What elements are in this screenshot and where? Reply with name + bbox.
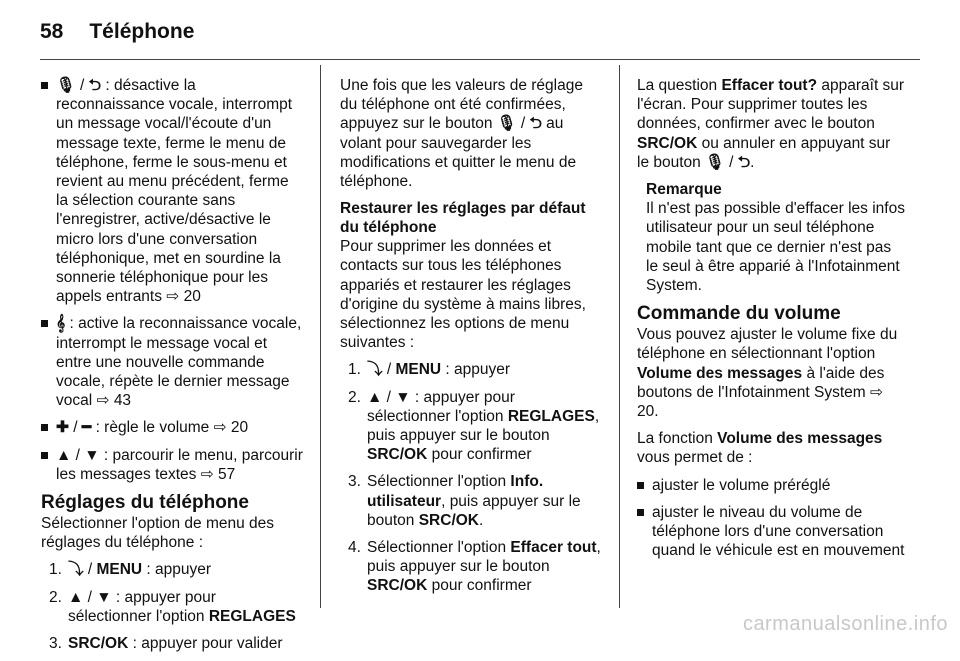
voice-icon: 𝄞: [56, 315, 66, 333]
paragraph: La question Effacer tout? apparaît sur l'écran. Pour supprimer toutes les données, confirmer avec le bouton SRC/OK ou annuler en appuyant sur le bouton 🎙 / ⮌.: [637, 77, 905, 171]
page-ref: 20: [183, 288, 201, 306]
mic-off-icon: 🎙: [496, 115, 517, 133]
note-title: Remarque: [646, 181, 722, 199]
down-icon: ▼: [96, 588, 112, 606]
page-header: [40, 22, 194, 46]
back-icon: ⮌: [88, 77, 102, 94]
page-ref: 43: [113, 392, 132, 410]
page-number: 58: [40, 20, 64, 43]
back-icon: ⮌: [737, 153, 751, 171]
paragraph: Pour supprimer les données et contacts sur tous les téléphones appariés et restaurer les réglages d'origine du système à mains libres, sélectionnez les options de menu suivantes :: [340, 238, 586, 352]
down-icon: ▼: [84, 446, 100, 464]
column-1: [41, 76, 303, 661]
back-icon: ⮌: [529, 115, 542, 133]
column-divider-2: [619, 65, 620, 608]
mic-off-icon: 🎙: [56, 77, 76, 94]
step: 3. Sélectionner l'option Info. utilisateur, puis appuyer sur le bouton SRC/OK.: [348, 473, 581, 529]
list-item: ajuster le niveau du volume de téléphone lors d'une conversation quand le véhicule est en mouvement: [637, 503, 905, 561]
mic-off-icon: 🎙: [705, 153, 725, 171]
column-2: [340, 76, 602, 604]
ref-arrow-icon: ⇨: [200, 465, 214, 483]
note-block: [637, 180, 905, 295]
call-icon: ⤵: [367, 361, 383, 379]
paragraph: La fonction Volume des messages vous permet de :: [637, 430, 883, 467]
page-ref: 57: [218, 465, 236, 483]
note-text: Il n'est pas possible d'effacer les infos utilisateur pour un seul téléphone mobile tant que ce dernier n'est pas le seul à être apparié à l'Infotainment System.: [646, 200, 905, 295]
ref-arrow-icon: ⇨: [166, 288, 180, 306]
page-ref: 20: [637, 403, 655, 421]
list-item: ajuster le volume préréglé: [637, 476, 905, 495]
up-icon: ▲: [56, 446, 72, 464]
ref-arrow-icon: ⇨: [96, 392, 110, 410]
subheading: Restaurer les réglages par défaut du téléphone: [340, 200, 586, 237]
step: 2. ▲ / ▼ : appuyer pour sélectionner l'option REGLAGES, puis appuyer sur le bouton SRC/OK pour confirmer: [348, 388, 600, 464]
list-item: 🎙 / ⮌ : désactive la reconnaissance vocale, interrompt un message vocal/l'écoute d'un message texte, ferme le menu de téléphone, ferme le sous-menu et revient au menu précédent, ferme la sélection courante sans l'enregistrer, active/désactive le micro lors d'une conversation téléphonique, met en sourdine la sonnerie téléphonique pour les appels entrants ⇨ 20: [41, 76, 303, 306]
page-ref: 20: [230, 419, 249, 437]
watermark: carmanualsonline.info: [742, 612, 948, 635]
plus-icon: ✚: [56, 419, 69, 437]
up-icon: ▲: [68, 588, 84, 606]
step: 1. ⤵ / MENU : appuyer: [49, 561, 212, 579]
down-icon: ▼: [395, 388, 411, 406]
column-3: [637, 76, 905, 568]
up-icon: ▲: [367, 388, 383, 406]
step: 4. Sélectionner l'option Effacer tout, puis appuyer sur le bouton SRC/OK pour confirmer: [348, 539, 601, 595]
section-heading: Réglages du téléphone: [41, 492, 249, 514]
paragraph: Sélectionner l'option de menu des réglages du téléphone :: [41, 515, 275, 552]
ref-arrow-icon: ⇨: [213, 419, 227, 437]
step: 2. ▲ / ▼ : appuyer pour sélectionner l'option REGLAGES: [49, 588, 296, 625]
header-rule: [40, 59, 920, 60]
list-item: 𝄞 : active la reconnaissance vocale, interrompt le message vocal et entre une nouvelle commande vocale, répète le dernier message vocal ⇨ 43: [41, 314, 303, 410]
paragraph: Une fois que les valeurs de réglage du téléphone ont été confirmées, appuyez sur le bouton 🎙 / ⮌ au volant pour sauvegarder les modifications et quitter le menu de téléphone.: [340, 77, 583, 191]
paragraph: Vous pouvez ajuster le volume fixe du téléphone en sélectionnant l'option Volume des messages à l'aide des boutons de l'Infotainment System ⇨ 20.: [637, 326, 898, 421]
minus-icon: ━: [81, 419, 92, 437]
list-item: ▲ / ▼ : parcourir le menu, parcourir les messages textes ⇨ 57: [41, 446, 303, 484]
section-heading: Commande du volume: [637, 303, 841, 325]
step: 1. ⤵ / MENU : appuyer: [348, 361, 511, 379]
list-item: ✚ / ━ : règle le volume ⇨ 20: [41, 418, 303, 437]
step: 3. SRC/OK : appuyer pour valider: [49, 635, 283, 653]
ref-arrow-icon: ⇨: [870, 383, 884, 401]
page-title: Téléphone: [89, 20, 195, 43]
column-divider-1: [320, 65, 321, 608]
call-icon: ⤵: [68, 561, 84, 579]
